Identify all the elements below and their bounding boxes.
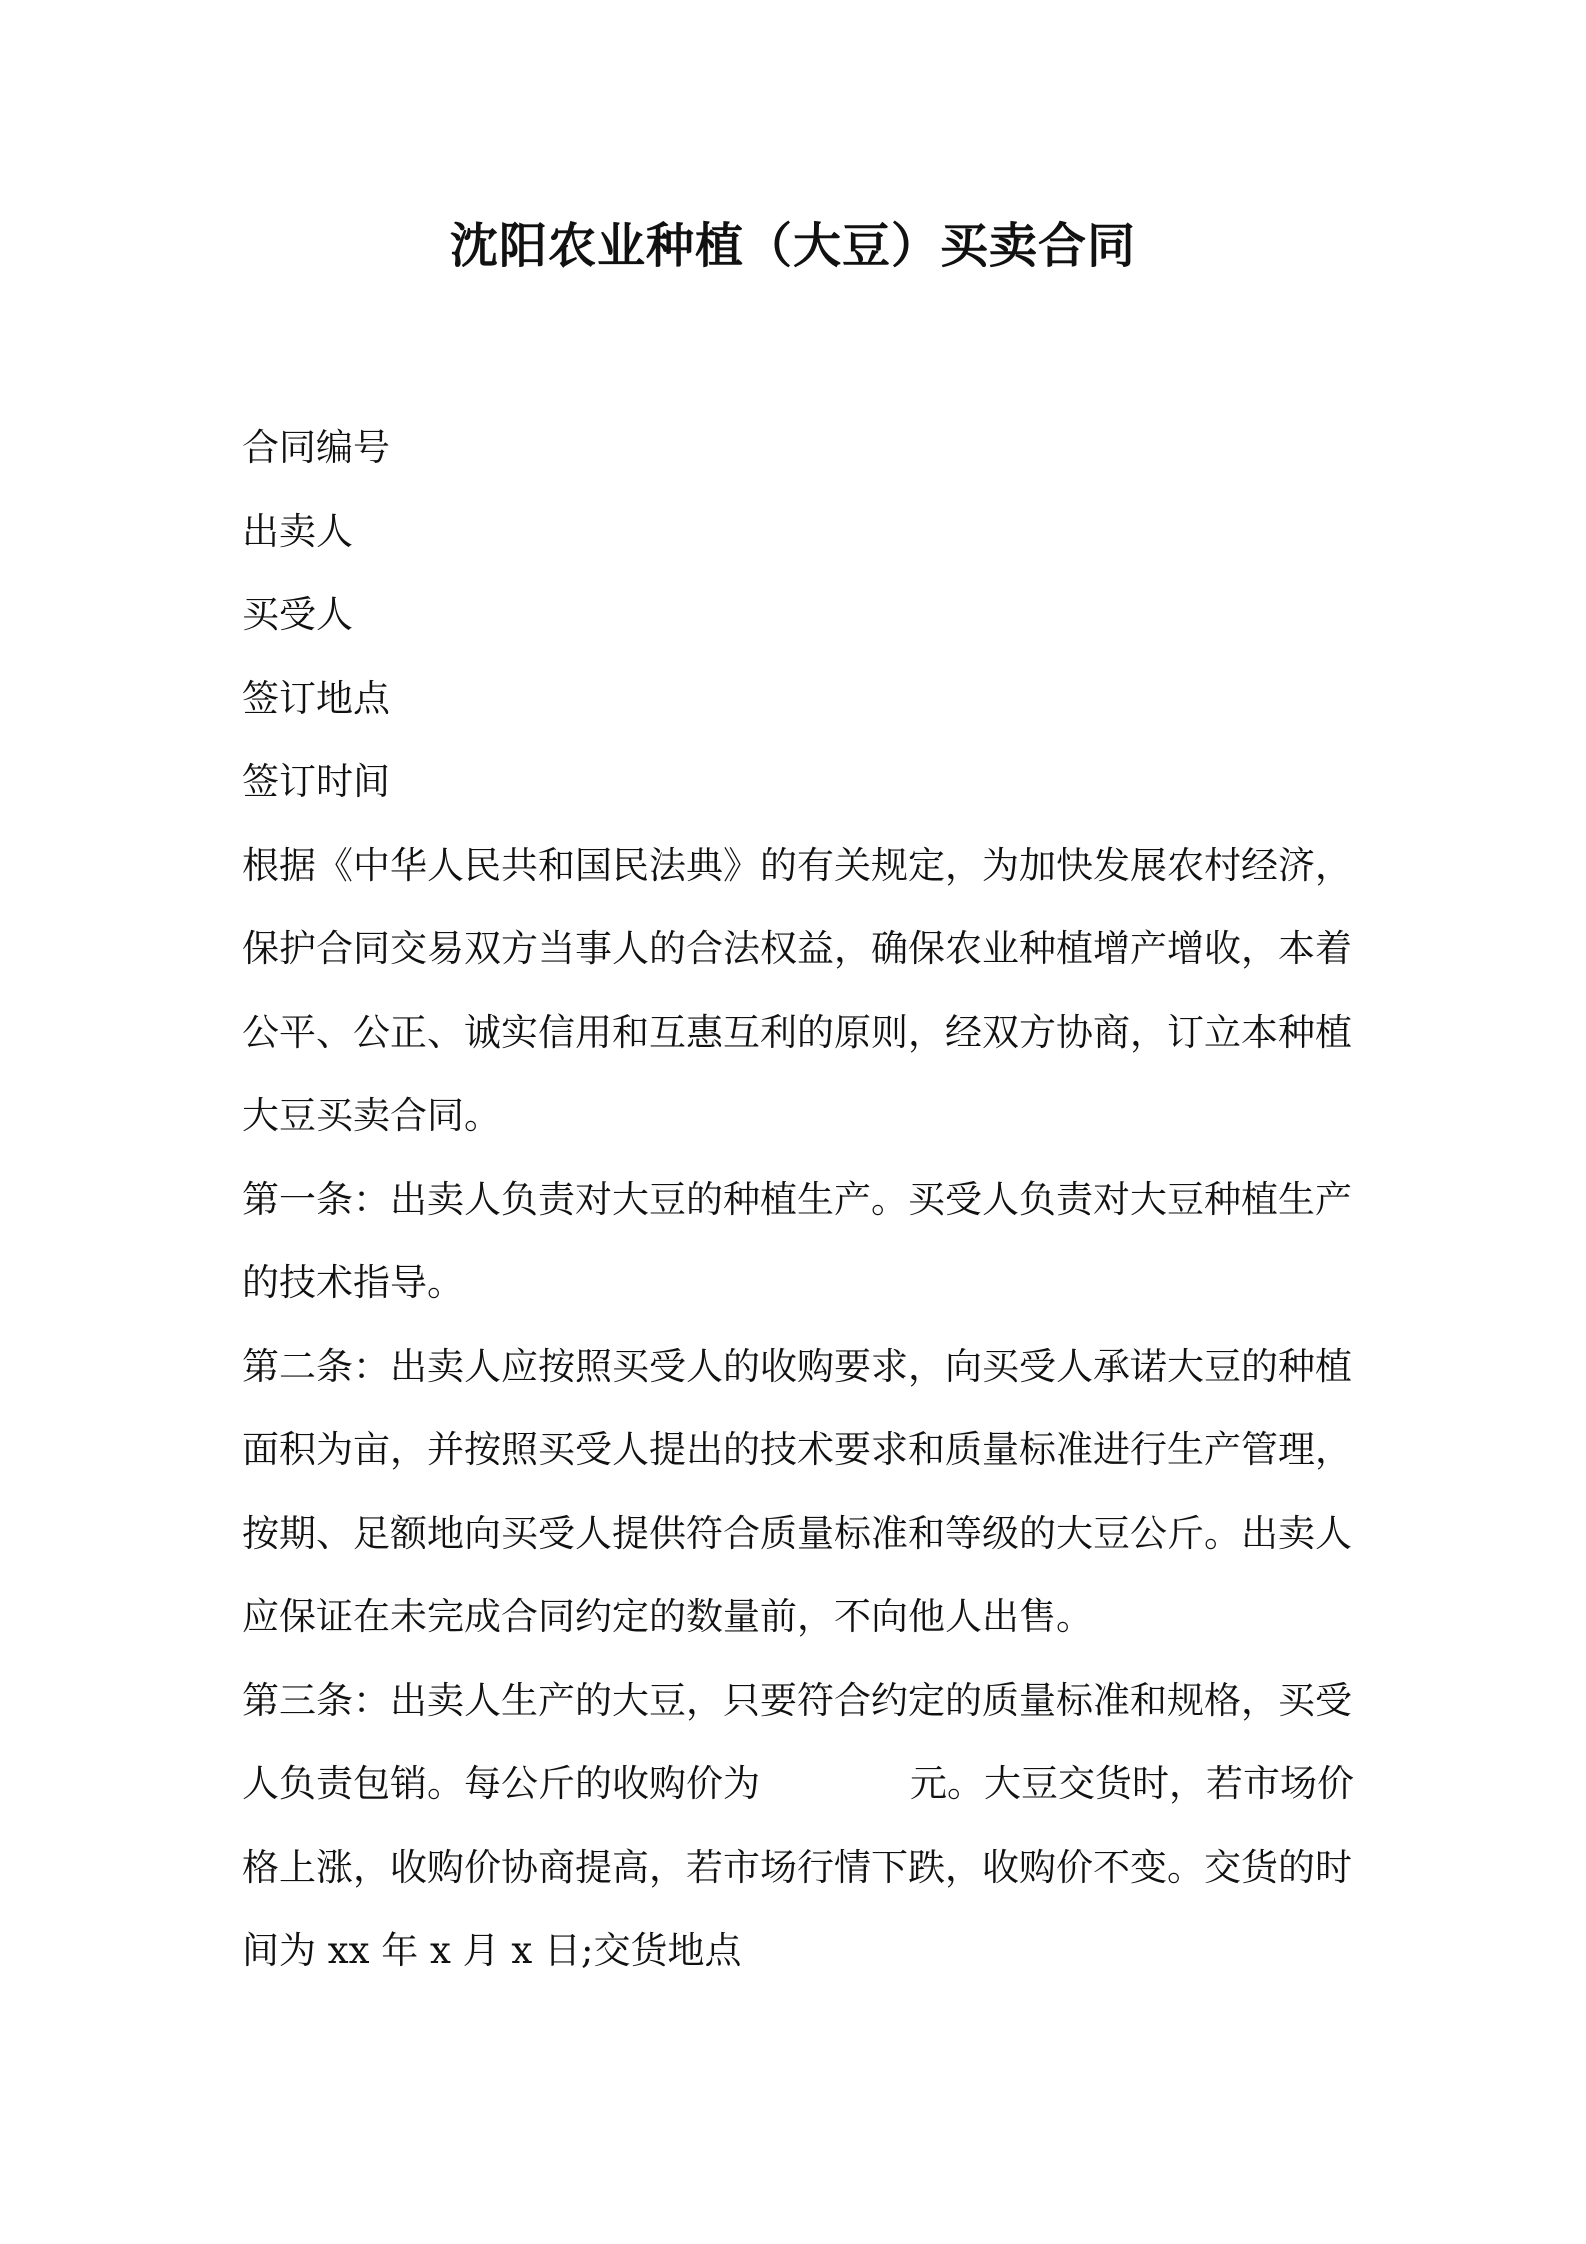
field-buyer: 买受人 <box>242 593 353 636</box>
article-3-price-unit-text: 元。大豆交货时，若市场价 <box>910 1762 1354 1805</box>
document-body <box>242 406 1354 1993</box>
article-1-line: 第一条：出卖人负责对大豆的种植生产。买受人负责对大豆种植生产 <box>242 1177 1352 1221</box>
field-contract-number: 合同编号 <box>242 426 390 469</box>
article-3-line: 第三条：出卖人生产的大豆，只要符合约定的质量标准和规格，买受 <box>242 1678 1352 1722</box>
article-3-price-line <box>242 1742 1354 1826</box>
preamble-line: 保护合同交易双方当事人的合法权益，确保农业种植增产增收，本着 <box>242 927 1352 970</box>
article-2-line: 第二条：出卖人应按照买受人的收购要求，向买受人承诺大豆的种植 <box>242 1344 1352 1388</box>
article-1-line: 的技术指导。 <box>242 1261 464 1304</box>
article-3-line: 间为 xx 年 x 月 x 日;交货地点 <box>242 1929 742 1972</box>
article-2-line: 面积为亩，并按照买受人提出的技术要求和质量标准进行生产管理， <box>242 1428 1352 1471</box>
article-3-price-text: 人负责包销。每公斤的收购价为 <box>242 1762 760 1805</box>
preamble-line: 大豆买卖合同。 <box>242 1094 501 1137</box>
field-signing-time: 签订时间 <box>242 760 390 803</box>
article-2-line: 应保证在未完成合同约定的数量前，不向他人出售。 <box>242 1595 1093 1638</box>
article-3-line: 格上涨，收购价协商提高，若市场行情下跌，收购价不变。交货的时 <box>242 1845 1352 1889</box>
preamble-line: 根据《中华人民共和国民法典》的有关规定，为加快发展农村经济， <box>242 843 1352 887</box>
field-signing-place: 签订地点 <box>242 676 390 720</box>
preamble-line: 公平、公正、诚实信用和互惠互利的原则，经双方协商，订立本种植 <box>242 1010 1352 1054</box>
document-title: 沈阳农业种植（大豆）买卖合同 <box>449 218 1136 274</box>
field-seller: 出卖人 <box>242 509 353 553</box>
article-2-line: 按期、足额地向买受人提供符合质量标准和等级的大豆公斤。出卖人 <box>242 1511 1352 1555</box>
